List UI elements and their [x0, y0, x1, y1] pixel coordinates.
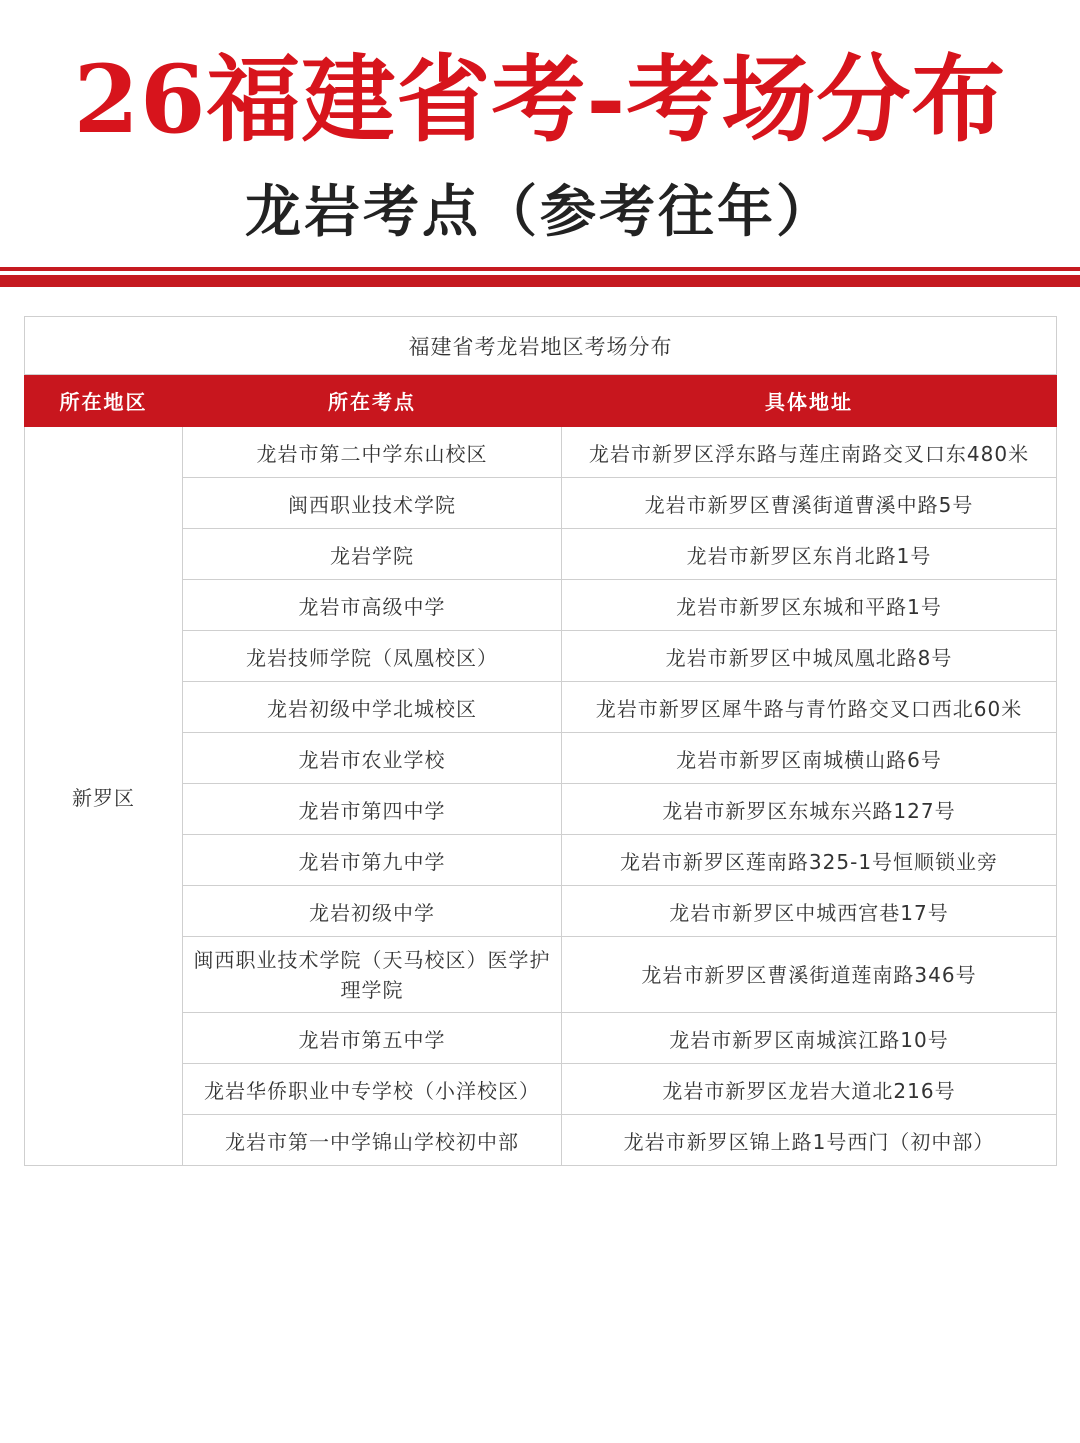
address-cell: 龙岩市新罗区中城西宫巷17号 — [562, 886, 1057, 937]
address-cell: 龙岩市新罗区中城凤凰北路8号 — [562, 631, 1057, 682]
site-cell: 闽西职业技术学院 — [183, 478, 562, 529]
site-cell: 龙岩市第二中学东山校区 — [183, 427, 562, 478]
site-cell: 龙岩华侨职业中专学校（小洋校区） — [183, 1064, 562, 1115]
address-cell: 龙岩市新罗区犀牛路与青竹路交叉口西北60米 — [562, 682, 1057, 733]
page-subtitle: 龙岩考点（参考往年） — [245, 179, 835, 245]
site-cell: 龙岩市农业学校 — [183, 733, 562, 784]
site-cell: 龙岩技师学院（凤凰校区） — [183, 631, 562, 682]
site-cell: 龙岩市高级中学 — [183, 580, 562, 631]
column-header-address: 具体地址 — [562, 375, 1057, 427]
site-cell: 龙岩初级中学北城校区 — [183, 682, 562, 733]
table-caption-row — [25, 317, 1057, 375]
table-header-row — [25, 375, 1057, 427]
divider-thin — [0, 267, 1080, 271]
site-cell: 龙岩市第四中学 — [183, 784, 562, 835]
address-cell: 龙岩市新罗区东城东兴路127号 — [562, 784, 1057, 835]
site-cell: 龙岩市第一中学锦山学校初中部 — [183, 1115, 562, 1166]
site-cell: 龙岩市第九中学 — [183, 835, 562, 886]
address-cell: 龙岩市新罗区龙岩大道北216号 — [562, 1064, 1057, 1115]
address-cell: 龙岩市新罗区曹溪街道莲南路346号 — [562, 937, 1057, 1013]
address-cell: 龙岩市新罗区锦上路1号西门（初中部） — [562, 1115, 1057, 1166]
site-cell: 闽西职业技术学院（天马校区）医学护理学院 — [183, 937, 562, 1013]
address-cell: 龙岩市新罗区南城滨江路10号 — [562, 1013, 1057, 1064]
site-cell: 龙岩市第五中学 — [183, 1013, 562, 1064]
address-cell: 龙岩市新罗区浮东路与莲庄南路交叉口东480米 — [562, 427, 1057, 478]
site-cell: 龙岩学院 — [183, 529, 562, 580]
address-cell: 龙岩市新罗区南城横山路6号 — [562, 733, 1057, 784]
exam-site-table-container — [24, 316, 1056, 1166]
exam-site-table — [24, 316, 1057, 1166]
divider-thick — [0, 275, 1080, 287]
table-caption: 福建省考龙岩地区考场分布 — [25, 317, 1057, 375]
district-cell: 新罗区 — [25, 427, 183, 1166]
column-header-site: 所在考点 — [183, 375, 562, 427]
address-cell: 龙岩市新罗区曹溪街道曹溪中路5号 — [562, 478, 1057, 529]
page-title: 26福建省考-考场分布 — [73, 45, 1007, 155]
address-cell: 龙岩市新罗区东城和平路1号 — [562, 580, 1057, 631]
address-cell: 龙岩市新罗区东肖北路1号 — [562, 529, 1057, 580]
address-cell: 龙岩市新罗区莲南路325-1号恒顺锁业旁 — [562, 835, 1057, 886]
table-row — [25, 427, 1057, 478]
site-cell: 龙岩初级中学 — [183, 886, 562, 937]
column-header-district: 所在地区 — [25, 375, 183, 427]
